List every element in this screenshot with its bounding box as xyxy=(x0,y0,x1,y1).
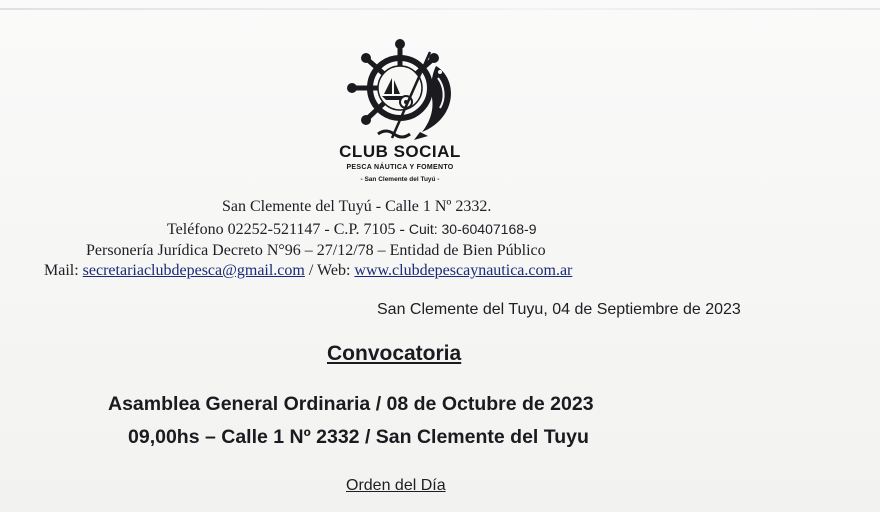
document-date: San Clemente del Tuyu, 04 de Septiembre de 2023 xyxy=(377,301,741,318)
club-subtitle: PESCA NÁUTICA Y FOMENTO xyxy=(346,164,454,171)
mail-label: Mail: xyxy=(44,262,83,279)
phone-text: Teléfono 02252-521147 - C.P. 7105 - xyxy=(167,221,409,238)
web-link[interactable]: www.clubdepescaynautica.com.ar xyxy=(354,262,573,279)
contact-line xyxy=(44,262,572,280)
club-location: - San Clemente del Tuyú - xyxy=(360,176,440,183)
phone-line xyxy=(167,221,536,239)
address-line: San Clemente del Tuyú - Calle 1 Nº 2332. xyxy=(222,198,492,215)
mail-link[interactable]: secretariaclubdepesca@gmail.com xyxy=(82,262,305,279)
cuit-text: Cuit: 30-60407168-9 xyxy=(408,221,537,237)
web-label: / Web: xyxy=(304,262,355,279)
agenda-section-title: Orden del Día xyxy=(346,477,446,494)
scan-edge-shadow xyxy=(0,8,880,10)
club-name: CLUB SOCIAL xyxy=(339,142,461,161)
assembly-heading: Asamblea General Ordinaria / 08 de Octubre de 2023 xyxy=(108,393,594,415)
ships-wheel-fish-icon xyxy=(340,38,460,142)
legal-line: Personería Jurídica Decreto N°96 – 27/12/78 – Entidad de Bien Público xyxy=(86,242,546,259)
assembly-time-place: 09,00hs – Calle 1 Nº 2332 / San Clemente del Tuyu xyxy=(128,426,589,448)
document-title: Convocatoria xyxy=(327,342,462,365)
